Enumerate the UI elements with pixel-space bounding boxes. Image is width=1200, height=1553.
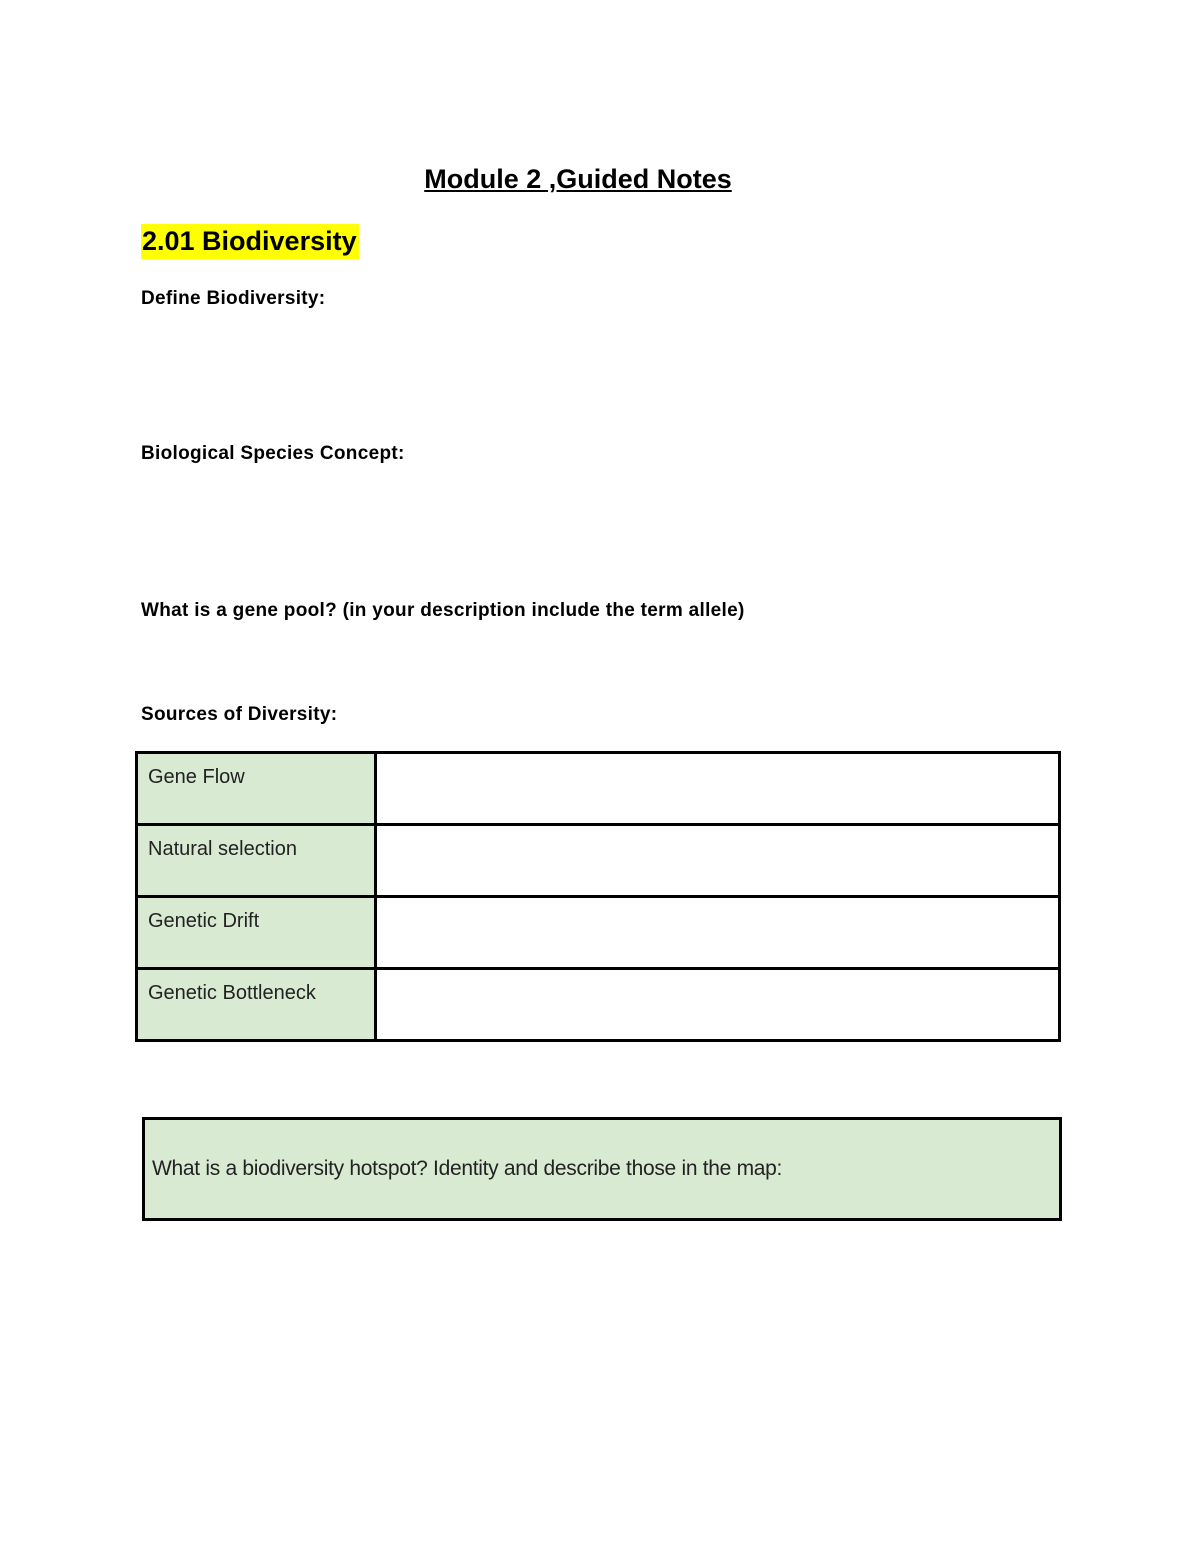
hotspot-question-box [142,1117,1062,1221]
table-row [137,825,1060,897]
table-row [137,969,1060,1041]
page-title: Module 2 ,Guided Notes [424,164,732,194]
gene-pool-prompt: What is a gene pool? (in your description include the term allele) [141,600,745,621]
table-row [137,897,1060,969]
answer-cell-genetic-bottleneck[interactable] [376,969,1060,1041]
sources-of-diversity-prompt: Sources of Diversity: [141,704,338,725]
answer-cell-natural-selection[interactable] [376,825,1060,897]
table-row [137,753,1060,825]
term-cell-genetic-drift: Genetic Drift [137,897,376,969]
section-heading-biodiversity: 2.01 Biodiversity [141,224,359,259]
term-cell-natural-selection: Natural selection [137,825,376,897]
hotspot-question-text: What is a biodiversity hotspot? Identity and describe those in the map: [152,1157,783,1180]
define-biodiversity-prompt: Define Biodiversity: [141,288,326,309]
term-cell-genetic-bottleneck: Genetic Bottleneck [137,969,376,1041]
answer-cell-genetic-drift[interactable] [376,897,1060,969]
sources-of-diversity-table [135,751,1061,1042]
answer-cell-gene-flow[interactable] [376,753,1060,825]
term-cell-gene-flow: Gene Flow [137,753,376,825]
species-concept-prompt: Biological Species Concept: [141,443,405,464]
